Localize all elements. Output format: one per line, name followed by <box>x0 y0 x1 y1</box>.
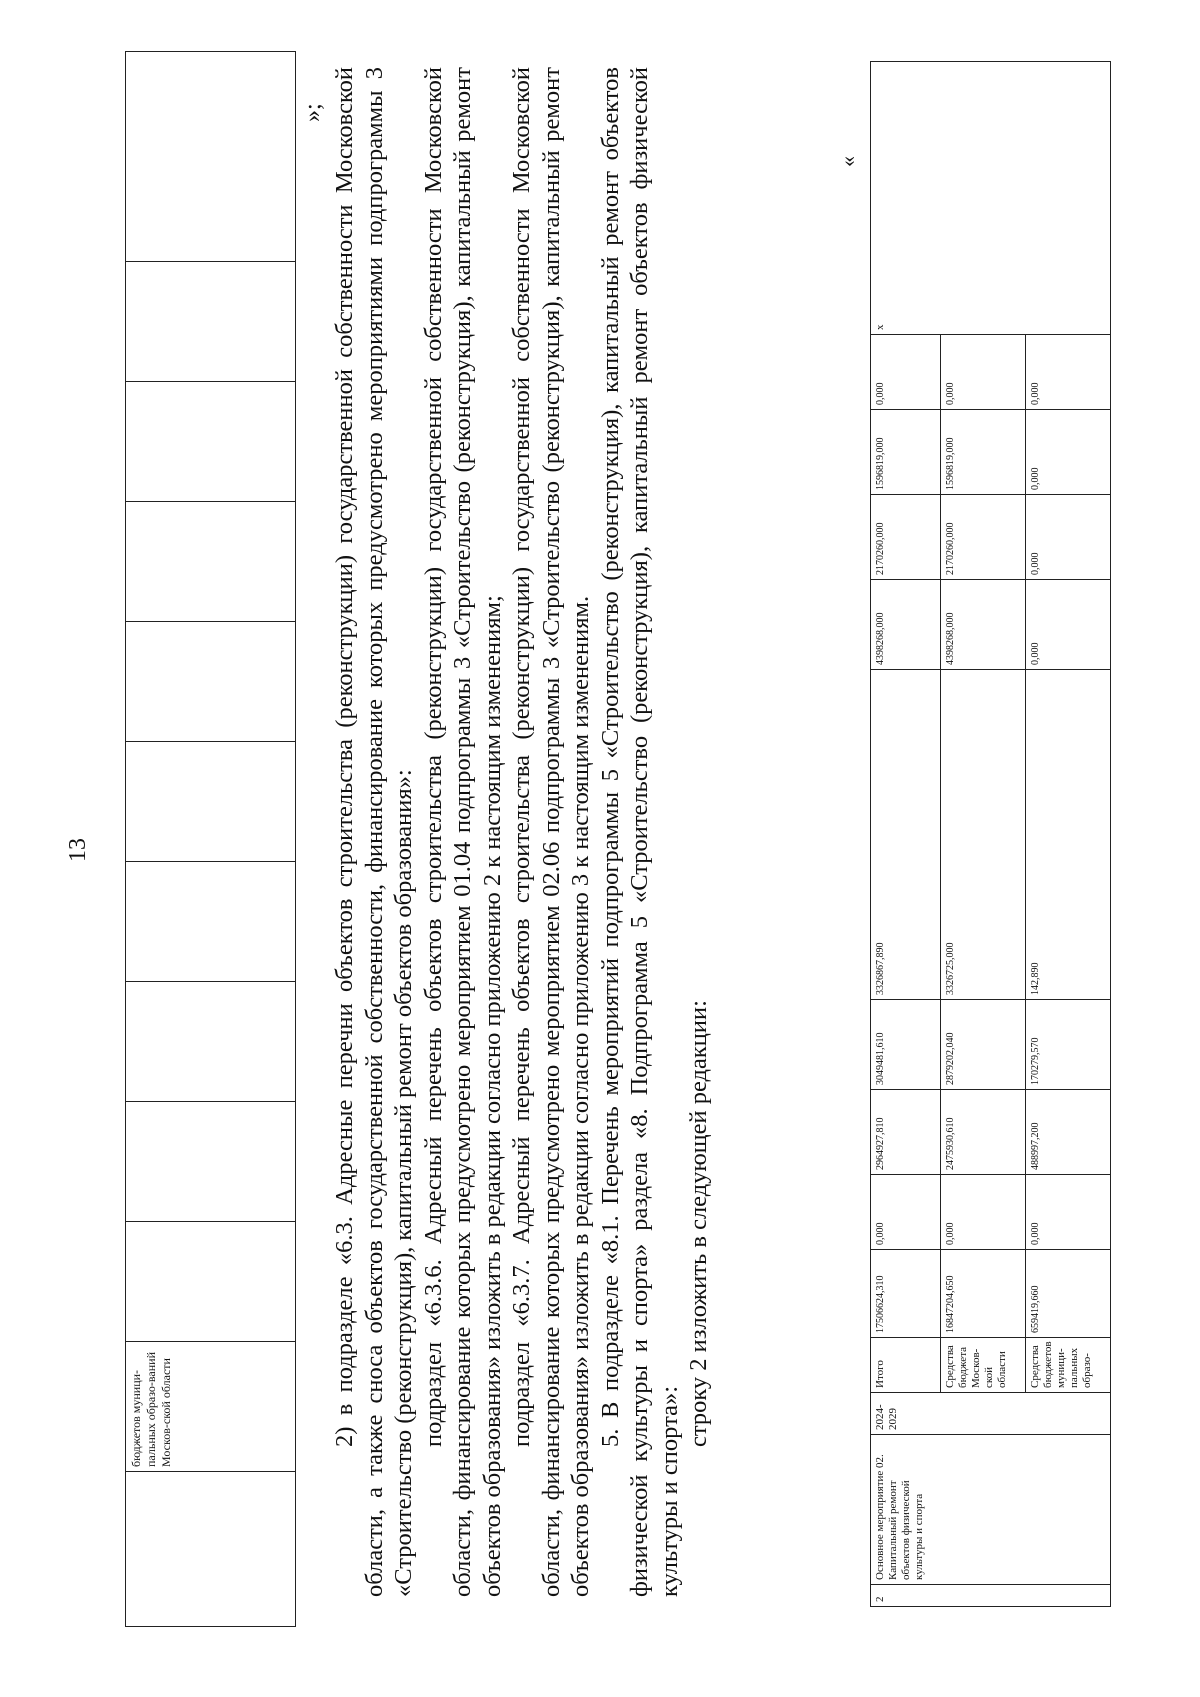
activity-name: Основное мероприятие 02. Капитальный ремонт объектов физической культуры и спорта <box>871 1435 1111 1585</box>
value-cell: 0,000 <box>1026 580 1111 670</box>
table-cell <box>126 1102 296 1222</box>
period: 2024-2029 <box>871 1393 1111 1435</box>
value-cell: 0,000 <box>1026 335 1111 410</box>
table-cell <box>126 1472 296 1627</box>
value-cell: 0,000 <box>871 1175 941 1250</box>
closing-quote: »; <box>300 103 326 122</box>
value-cell: 3326867,890 <box>871 670 941 1000</box>
table-cell <box>126 382 296 502</box>
value-cell: 142,890 <box>1026 670 1111 1000</box>
value-cell: 2879202,040 <box>941 1000 1026 1090</box>
value-cell: 4398268,000 <box>871 580 941 670</box>
value-cell: 2170260,000 <box>941 495 1026 580</box>
source-cell: Итого <box>871 1338 941 1393</box>
row-number: 2 <box>871 1585 1111 1607</box>
finance-table <box>870 61 1111 1607</box>
value-cell: 1596819,000 <box>941 410 1026 495</box>
value-cell: 2475930,610 <box>941 1090 1026 1175</box>
table-cell <box>126 52 296 262</box>
value-cell: 3326725,000 <box>941 670 1026 1000</box>
continuation-table <box>125 51 296 1627</box>
value-cell: 0,000 <box>1026 410 1111 495</box>
table-cell <box>126 502 296 622</box>
value-cell: 659419,660 <box>1026 1250 1111 1338</box>
value-cell: 1596819,000 <box>871 410 941 495</box>
table-cell <box>126 742 296 862</box>
body-text <box>330 67 714 1597</box>
value-cell: 488997,200 <box>1026 1090 1111 1175</box>
table-cell <box>126 262 296 382</box>
paragraph: 5. В подразделе «8.1. Перечень мероприятий подпрограммы 5 «Строительство (реконструкция), капитальный ремонт объектов физической культуры и спорта» раздела «8. Подпрограмма 5 «Строительство (реконструкция), капитальный ремонт объектов физической культуры и спорта»: <box>596 67 683 1597</box>
source-cell: Средства бюджета Москов-ской области <box>941 1338 1026 1393</box>
value-cell: 170279,570 <box>1026 1000 1111 1090</box>
page-number: 13 <box>65 838 91 862</box>
end-mark-cell: х <box>871 62 1111 335</box>
value-cell: 2170260,000 <box>871 495 941 580</box>
table-cell <box>126 622 296 742</box>
value-cell: 16847204,650 <box>941 1250 1026 1338</box>
value-cell: 0,000 <box>1026 495 1111 580</box>
source-cell: Средства бюджетов муници-пальных образо- <box>1026 1338 1111 1393</box>
value-cell: 2964927,810 <box>871 1090 941 1175</box>
value-cell: 0,000 <box>1026 1175 1111 1250</box>
value-cell: 0,000 <box>941 335 1026 410</box>
paragraph: подраздел «6.3.7. Адресный перечень объектов строительства (реконструкции) государственной собственности Московской области, финансирование которых предусмотрено мероприятием 02.06 подпрограммы 3 «Строительство (реконструкция), капитальный ремонт объектов образования» изложить в редакции согласно приложению 3 к настоящим изменениям. <box>508 67 594 1597</box>
table-cell <box>126 1222 296 1342</box>
paragraph: строку 2 изложить в следующей редакции: <box>685 1000 712 1447</box>
paragraph: 2) в подразделе «6.3. Адресные перечни объектов строительства (реконструкции) государственной собственности Московской области, а также сноса объектов государственной собственности, финансирование которых предусмотрено мероприятиями подпрограммы 3 «Строительство (реконструкция), капитальный ремонт объектов образования»: <box>331 67 417 1597</box>
funding-source-label: бюджетов муници-пальных образо-ваний Москов-ской области <box>126 1342 296 1472</box>
table-cell <box>126 862 296 982</box>
table-cell <box>126 982 296 1102</box>
open-quote: « <box>835 156 860 167</box>
value-cell: 4398268,000 <box>941 580 1026 670</box>
value-cell: 3049481,610 <box>871 1000 941 1090</box>
paragraph: подраздел «6.3.6. Адресный перечень объектов строительства (реконструкции) государственной собственности Московской области, финансирование которых предусмотрено мероприятием 01.04 подпрограммы 3 «Строительство (реконструкция), капитальный ремонт объектов образования» изложить в редакции согласно приложению 2 к настоящим изменениям; <box>419 67 506 1597</box>
value-cell: 0,000 <box>941 1175 1026 1250</box>
value-cell: 17506624,310 <box>871 1250 941 1338</box>
value-cell: 0,000 <box>871 335 941 410</box>
